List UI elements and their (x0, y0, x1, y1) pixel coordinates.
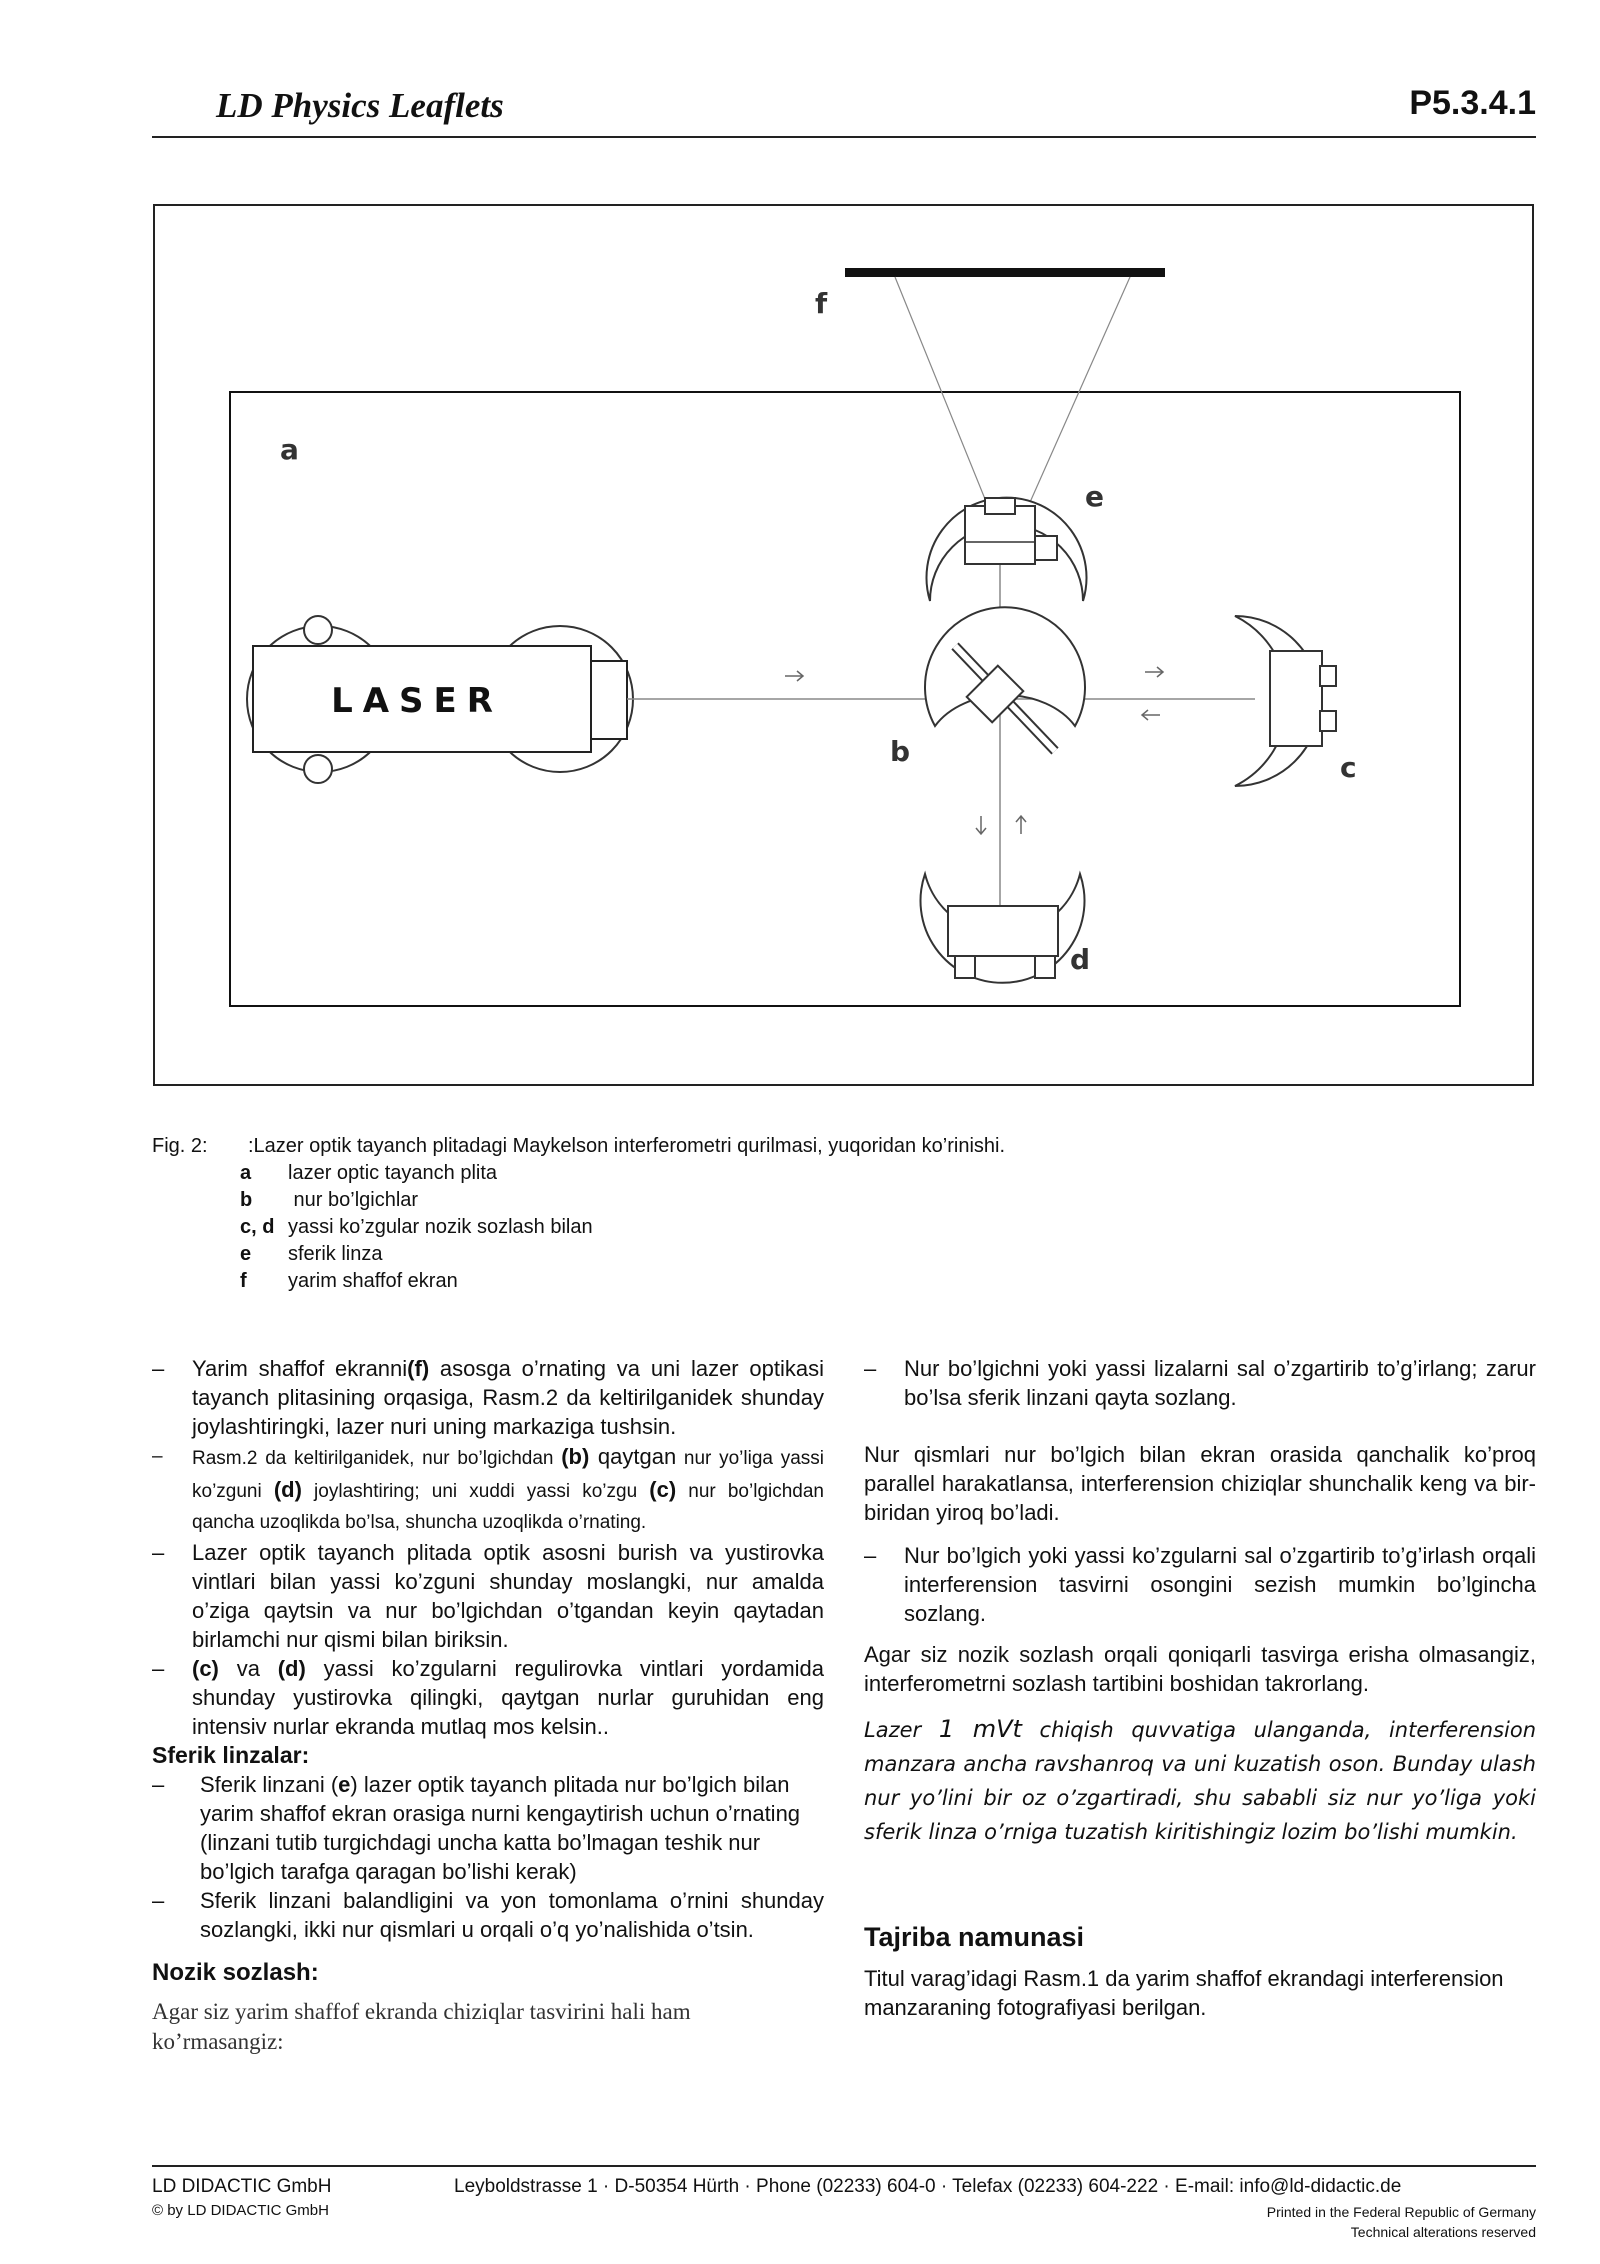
label-c: c (1340, 751, 1357, 784)
label-a: a (280, 433, 299, 466)
michelson-setup-diagram (155, 206, 1536, 1088)
footer-rule (152, 2165, 1536, 2167)
instruction-readjust: – Nur bo’lgichni yoki yassi lizalarni sal o’zgartirib to’g’irlang; zarur bo’lsa sferik linzani qayta sozlang. (864, 1356, 1536, 1410)
laser-label: LASER (331, 681, 503, 721)
caption-text: :Lazer optik tayanch plitadagi Maykelson interferometri qurilmasi, yuqoridan ko’rinishi. (248, 1135, 1006, 1157)
label-d: d (1070, 943, 1091, 976)
paragraph-parallel: Nur qismlari nur bo’lgich bilan ekran orasida qanchalik ko’proq parallel harakatlansa, interferension chiziqlar shunchalik keng va bir-biridan yiroq bo’ladi. (864, 1442, 1536, 1525)
footer-copyright: © by LD DIDACTIC GmbH (152, 2202, 329, 2219)
instruction-adjust: – (c) va (d) yassi ko’zgularni regulirovka vintlari yordamida shunday yustirovka qilingki, qaytgan nurlar guruhidan eng intensiv nurlar ekranda mutlaq mos kelsin.. (152, 1656, 824, 1739)
footer-company: LD DIDACTIC GmbH (152, 2176, 332, 2197)
legend-item: b nur bo’lgichlar (240, 1189, 419, 1211)
caption-label: Fig. 2: (152, 1135, 208, 1157)
fine-adjustment-text: Agar siz yarim shaffof ekranda chiziqlar tasvirini hali ham ko’rmasangiz: (152, 1999, 691, 2054)
header-title: LD Physics Leaflets (216, 86, 504, 125)
footer-printed: Printed in the Federal Republic of Germany Technical alterations reserved (1266, 2204, 1536, 2240)
legend-item: c, d yassi ko’zgular nozik sozlash bilan (240, 1216, 593, 1238)
right-column (864, 1354, 1536, 2022)
sample-experiment-text: Titul varag’idagi Rasm.1 da yarim shaffof ekrandagi interferension manzaraning fotografiyasi berilgan. (864, 1966, 1504, 2020)
instruction-align: – Lazer optik tayanch plitada optik asosni burish va yustirovka vintlari bilan yassi ko’zguni shunday moslangki, nur amalda o’ziga qaytsin va nur bo’lgichdan o’tgandan keyin qaytadan birlamchi nur qismi bilan biriksin. (152, 1540, 824, 1652)
label-e: e (1085, 480, 1104, 513)
legend-item: a lazer optic tayanch plita (240, 1162, 498, 1184)
figure-frame (153, 204, 1534, 1086)
figure-caption (152, 1133, 1005, 1160)
instruction-screen: – Yarim shaffof ekranni(f) asosga o’rnating va uni lazer optikasi tayanch plitasining orqasiga, Rasm.2 da keltirilganidek shunday joylashtiringki, lazer nuri uning markaziga tushsin. (152, 1356, 824, 1439)
caption-legend (240, 1160, 593, 1295)
paragraph-repeat: Agar siz nozik sozlash orqali qoniqarli tasvirga erisha olmasangiz, interferometrni sozlash tartibini boshidan takrorlang. (864, 1642, 1536, 1696)
document-code: P5.3.4.1 (1409, 84, 1536, 122)
label-b: b (890, 735, 911, 768)
heading-spherical-lens: Sferik linzalar: (152, 1742, 310, 1768)
instruction-lens-height: – Sferik linzani balandligini va yon tomonlama o’rnini shunday sozlangki, ikki nur qismlari u orqali o’q yo’nalishida o’tsin. (152, 1888, 824, 1942)
footer-address: Leyboldstrasse 1 · D-50354 Hürth · Phone (02233) 604-0 · Telefax (02233) 604-222 · E-mail: info@ld-didactic.de (454, 2176, 1402, 2197)
left-column (152, 1354, 824, 2057)
paragraph-laser-power: Lazer 1 mVt chiqish quvvatiga ulanganda, interferension manzara ancha ravshanroq va uni kuzatish oson. Bunday ulash nur yo’lini bir oz o’zgartiradi, shu sababli siz nur yo’liga yoki sferik linza o’rniga tuzatish kiritishingiz lozim bo’lishi mumkin. (864, 1715, 1537, 1844)
instruction-lens-place: – Sferik linzani (e) lazer optik tayanch plitada nur bo’lgich bilan yarim shaffof ekran orasiga nurni kengaytirish uchun o’rnating (linzani tutib turgichdagi uncha katta bo’lmagan teshik nur bo’lgich tarafga qaragan bo’lishi kerak) (152, 1772, 801, 1884)
legend-item: e sferik linza (240, 1243, 383, 1265)
instruction-fine-tune: – Nur bo’lgich yoki yassi ko’zgularni sal o’zgartirib to’g’irlash orqali interferension tasvirni osongini sezish mumkin bo’lgincha sozlang. (864, 1543, 1536, 1626)
header-rule (152, 136, 1536, 138)
legend-item: f yarim shaffof ekran (240, 1270, 458, 1292)
instruction-mirror-d: – Rasm.2 da keltirilganidek, nur bo’lgichdan (b) qaytgan nur yo’liga yassi ko’zguni (d) joylashtiring; uni xuddi yassi ko’zgu (c) nur bo’lgichdan qancha uzoqlikda bo’lsa, shuncha uzoqlikda o’rnating. (152, 1444, 824, 1533)
screen-bar (845, 268, 1165, 277)
label-f: f (815, 287, 828, 320)
heading-fine-adjustment: Nozik sozlash: (152, 1959, 319, 1986)
heading-sample-experiment: Tajriba namunasi (864, 1922, 1085, 1952)
